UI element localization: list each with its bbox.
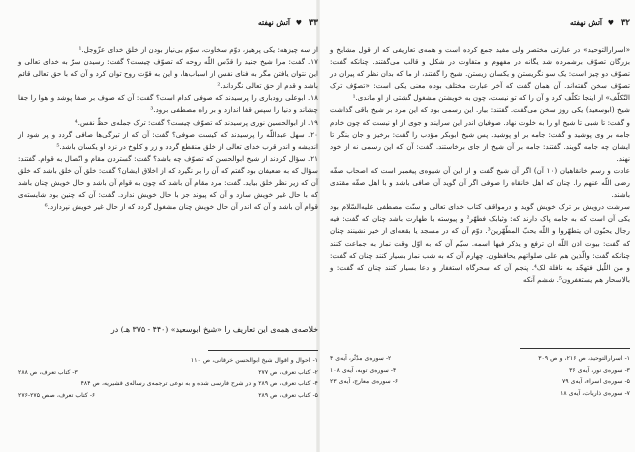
right-page	[330, 0, 630, 452]
left-footnotes	[18, 355, 318, 401]
left-paragraph: ۱۹. از ابوالحسین نوری پرسیدند که تصوّف چیست؟ گفت: ترک جمله‌ی حظّ نفس.⁴	[74, 117, 318, 127]
right-book-title: آتش نهفته	[570, 18, 602, 27]
footnote-row	[330, 353, 630, 365]
right-paragraph: «اسرارالتوحید» در عبارتی مختصر ولی مفید جمع کرده است و همه‌ی تعاریفی که از قول مشایخ و بزرگان تصوّف برشمرده شد یگانه در مفهوم و متفاوت در شکل و قالب می‌گفتند. چنانکه گفت: تصوّف دو چیز است: یک سو نگریستن و یکسان زیستن. شیخ را گفتند، از ما که بدان نظر که پیران در تصوّف سخن گفته‌اند. آن همان گفت که آخر عبارت مختلف بوده معنی یکی است: «تصوّف ترک التّکلّف» از اینجا تکلّف کرد و آن را که تو نیست، چون به خویشتن مشغول گشتی از او ماندی.¹	[330, 45, 630, 103]
footnote: ۱- اسرارالتوحید، ص ۲۱۶، و ص ۳۰۹	[538, 355, 630, 362]
footnote-row	[330, 376, 630, 388]
left-book-title: آتش نهفته	[258, 18, 290, 27]
left-body-text	[18, 44, 318, 213]
right-page-number: ۳۲	[620, 18, 630, 28]
footnote: ۴- سوره‌ی توبه، آیه‌ی ۱۰۸	[330, 366, 397, 374]
heart-icon: ♥	[607, 18, 614, 27]
left-paragraph: ۱۷. گفت: مرا شیخ جنید را قدّس اللّه روحه که تصوّف چیست؟ گفت: رسیدن سرّ به خدای تعالی و این نتوان یافتن مگر به فنای نفس از اسباب‌ها، و این به قوّت روح توان کرد و آن که با حق تعالی قائم باشد و قدم از حق تعالی نگرداند.²	[18, 57, 318, 91]
right-body-text	[330, 44, 630, 286]
footnote: ۱- احوال و اقوال شیخ ابوالحسن خرقانی، ص ۱۱۰	[190, 357, 318, 364]
left-running-head	[18, 18, 318, 32]
footnote: ۷- سوره‌ی ذاریات، آیه‌ی ۱۸	[560, 389, 630, 397]
left-footnote-rule	[208, 350, 318, 351]
footnote: ۳- سوره‌ی نور، آیه‌ی ۳۶	[569, 366, 630, 374]
left-page	[18, 0, 318, 452]
right-paragraph: سرشت درویش بر ترک خویش گوید و درمواقف کتاب خدای تعالی و سنّت مصطفی علیه‌السّلام بود یکی آن است که به جامه پاک دارند که: وثیابک فطهّر² و پیوسته با طهارت باشد چنان که گفت: فیه رجال یحبّون ان یتطهّروا و اللّه یحبّ المطّهّرین³. دوّم آن که در مسجد یا بقعه‌ای از خیر نشینند چنان که گفت: بیوت اذن اللّه ان ترفع و یذکر فیها اسمه. سیّم آن که به اوّل وقت نماز به جماعت کنند چنانکه گفت: والّذین هم علی صلواتهم یحافظون. چهارم آن که به شب نماز بسیار کنند چنان که گفت: و من اللّیل فتهجّد به نافلة لک⁴. پنجم آن که سحرگاه استغفار و دعا بسیار کنند چنان که گفت: و بالاسحار هم یستغفرون⁵. ششم آنکه	[330, 202, 631, 284]
left-paragraph: از سه چیزهه: یکی پرهیز، دوّم سخاوت، سوّم بی‌نیاز بودن از خلق خدای عزّوجل.¹	[78, 45, 318, 54]
right-running-head	[330, 18, 630, 32]
left-summary-line: خلاصه‌ی همه‌ی این تعاریف را «شیخ ابوسعید» (۴۴۰ - ۳۷۵ هـ) در	[110, 325, 318, 334]
left-paragraph: ۲۱. سؤال کردند از شیخ ابوالحسن که تصوّف چه باشد؟ گفت: گستردن مقام و اتّصال به قوام. گفتند: سؤال که به ضعیفان بود گفتم که آن را بر نگیرد که از اخلاق ایشان؟ گفت: خلق آن خلق باشد که خلق آن که زیر نظر خلق بیاید. گفت: مرد مقام آن باشد که چون به قوام آن باشد و حال خویش چنان باشد که با حال غیر خویش سازد و آن که پیوند جز با حال خویش ندارد. گفت: آن که چنین بود شایسته‌ی قوام آن باشد و آن که اندر آن حال خویش چنان مشغول گردد که از حال غیر خویش نپردازد.⁶	[18, 153, 318, 212]
footnote: ۶- سوره‌ی معارج، آیه‌ی ۲۳	[330, 378, 399, 386]
footnote-row	[18, 367, 318, 379]
footnote: ۲- کتاب تعرف، ص ۲۷۷	[258, 368, 318, 376]
right-footnotes	[330, 353, 630, 399]
footnote: ۵- کتاب تعرف، ص ۲۸۹	[258, 391, 318, 399]
footnote: ۴- کتاب تعرف، ص ۲۸۹ و در شرح فارسی شده و به نوعی ترجمه‌ی رساله‌ی قشیریه، ص ۴۸۴	[80, 380, 318, 388]
heart-icon: ♥	[295, 18, 302, 27]
footnote: ۲- سوره‌ی مدّثّر، آیه‌ی ۴	[330, 355, 392, 362]
right-paragraph: عادت و رسم خانقاهیان (۱۰ آن) اگر آن شیخ گفت و از این آن شیوه‌ی پیغمبر است که اصحاب صفّه رضی اللّه عنهم را. چنان که اهل خانقاه را صوفی اگر آن گوید آن صافی باشد و با اهل صفّه مقتدی باشند.	[330, 165, 630, 200]
footnote-row	[18, 390, 318, 402]
footnote-row	[330, 365, 630, 377]
left-page-number: ۳۳	[308, 18, 318, 28]
footnote: ۳- کتاب تعرف، ص ۲۸۸	[18, 368, 78, 376]
left-paragraph: ۲۰. سهل عبداللّه را پرسیدند که کیست صوفی؟ گفت: آن که از تیرگی‌ها صافی گردد و پر شود از اندیشه و اندر قرب خدای تعالی از خلق منقطع گردد و زر و کلوخ در نزد او یکسان باشد.⁵	[18, 129, 318, 151]
right-paragraph: شیخ (ابوسعید) یکی روز سخن می‌گفت. گفتند: بیار. این رسمی بود که این مرد بر شیخ باقی گذاشت و گفت: تا شبی تا شیخ او را به خلوت نهاد. صوفیان اندر این سرایند و جوی از او نیست که چون خادم جامه بر وی پوشید و گفت: جامه بر او پوشید. پس شیخ ابوبکر مؤدب را گفت: برخیز و جان بنگر تا ایشان چه جامه گویند. گفتند: جامه بر آن شیخ از جای برخاستند. گفت: آن که این رسمی نه از خود نهند.	[330, 105, 630, 163]
footnote: ۶- کتاب تعرف، صص ۲۷۵-۲۷۶	[18, 391, 96, 399]
footnote: ۵- سوره‌ی اسراء، آیه‌ی ۷۹	[562, 378, 630, 386]
left-paragraph: ۱۸. ابوعلی رودباری را پرسیدند که صوفی کدام است؟ گفت: آن که صوف بر صفا پوشد و هوا را جفا چشاند و دنیا را سپس قفا اندازد و بر راه مصطفی برود.³	[18, 93, 318, 115]
right-footnote-rule	[520, 348, 630, 349]
